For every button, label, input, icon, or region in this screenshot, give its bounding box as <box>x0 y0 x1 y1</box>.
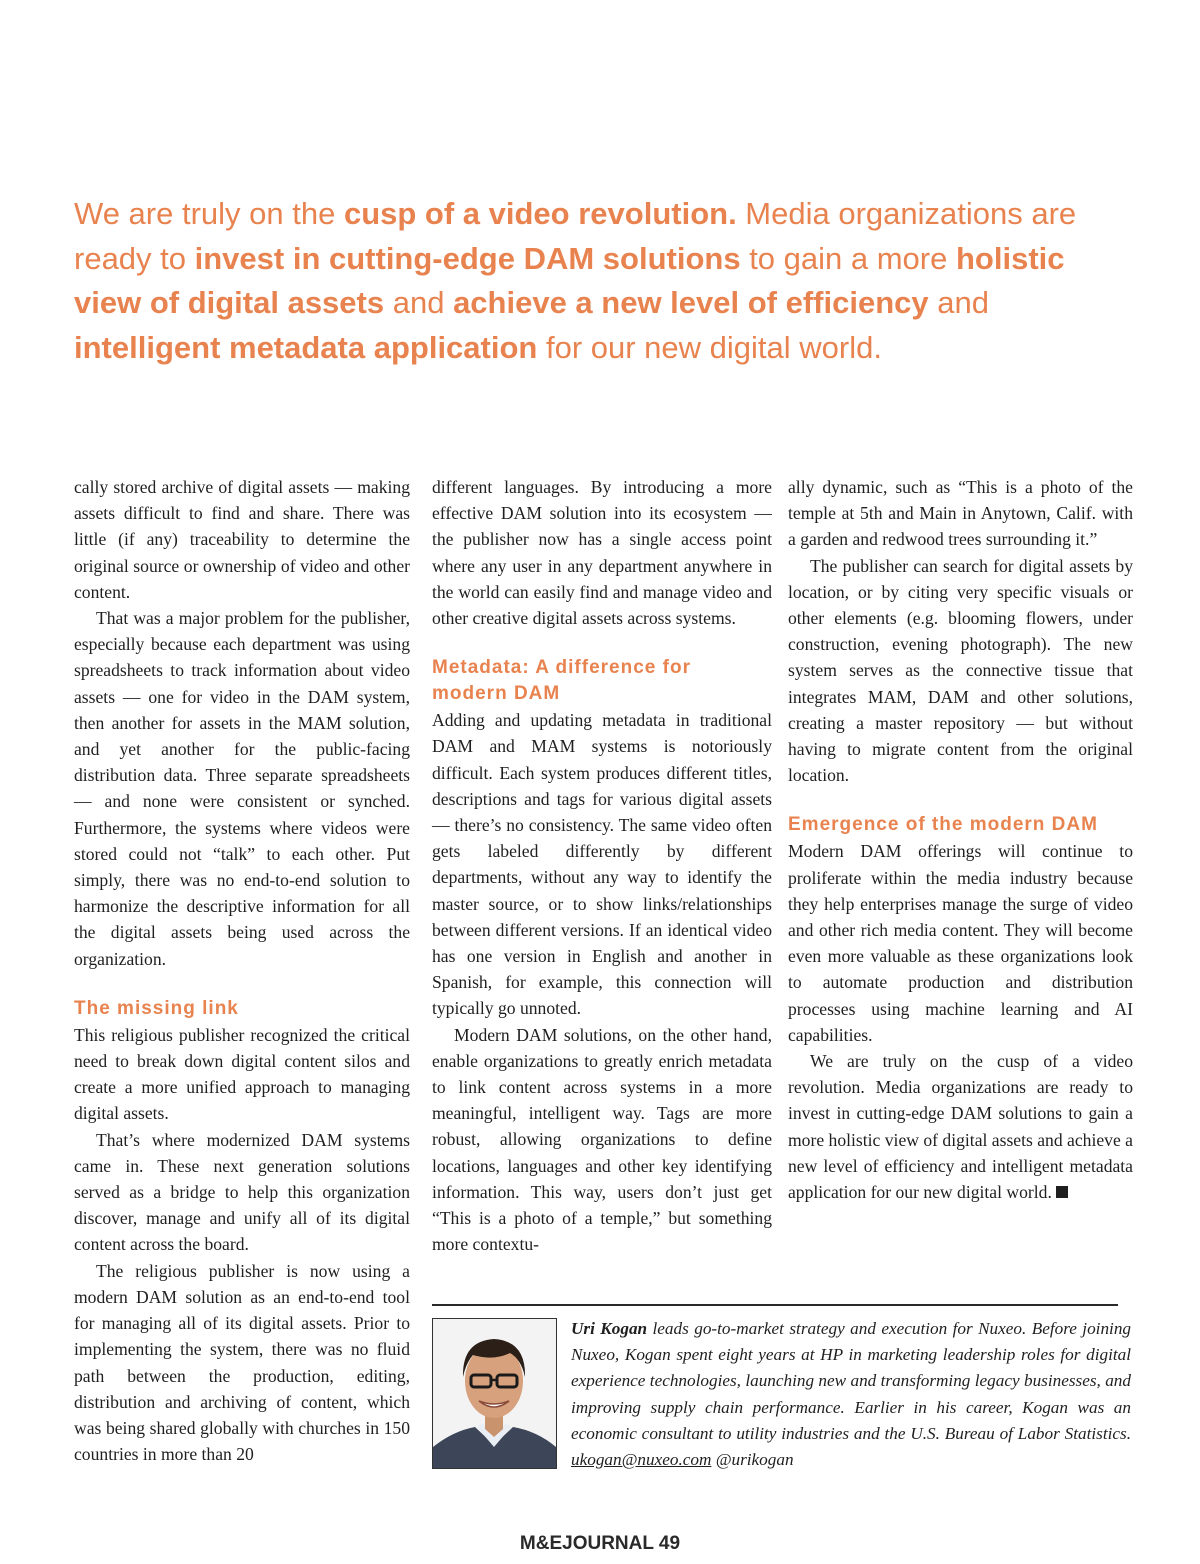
section-heading: Emergence of the modern DAM <box>788 814 1098 836</box>
paragraph <box>788 1048 1133 1205</box>
paragraph: The publisher can search for digital assets by location, or by citing very specific visuals or other elements (e.g. blooming flowers, under construction, evening photograph). The new system serves as the connective tissue that integrates MAM, DAM and other solutions, creating a master repository — but without having to migrate content from the original location. <box>788 555 1133 786</box>
pull-quote-emphasis: cusp of a video revolution. <box>343 196 737 231</box>
pull-quote <box>74 192 1124 370</box>
page-number: 49 <box>658 1533 681 1554</box>
paragraph: That’s where modernized DAM systems came in. These next generation solutions served as a bridge to help this organization discover, manage and unify all of its digital content across the board. <box>74 1129 410 1255</box>
author-name: Uri Kogan <box>571 1319 648 1338</box>
paragraph: different languages. By introducing a more effective DAM solution into its ecosystem — the publisher now has a single access point where any user in any department anywhere in the world can easily find and manage video and other creative digital assets across systems. <box>432 477 772 629</box>
column-3 <box>788 474 1133 1205</box>
pull-quote-text: for our new digital world. <box>537 329 882 365</box>
column-1 <box>74 474 410 1467</box>
paragraph: This religious publisher recognized the critical need to break down digital content silos and create a more unified approach to managing digital assets. <box>74 1024 410 1124</box>
paragraph: The religious publisher is now using a modern DAM solution as an end-to-end tool for managing all of its digital assets. Prior to implementing the system, there was no fluid path between the production, editing, distribution and archiving of content, which was being shared globally with churches in 150 countries in more than 20 <box>74 1260 410 1465</box>
column-2 <box>432 474 772 1257</box>
bio-text: leads go-to-market strategy and execution for Nuxeo. Before joining Nuxeo, Kogan spent eight years at HP in marketing leadership roles for digital experience technologies, launching new and transforming legacy businesses, and improving supply chain performance. Earlier in his career, Kogan was an economic consultant to utility industries and the U.S. Bureau of Labor Statistics. <box>571 1319 1132 1443</box>
journal-name: M&EJOURNAL <box>519 1533 654 1554</box>
pull-quote-emphasis: intelligent metadata application <box>74 329 538 365</box>
pull-quote-text: and <box>384 285 454 320</box>
author-photo <box>432 1318 557 1469</box>
paragraph: Modern DAM solutions, on the other hand, enable organizations to greatly enrich metadata to link content across systems in a more meaningful, intelligent way. Tags are more robust, allowing organizations to define locations, languages and other key identifying information. This way, users don’t just get “This is a photo of a temple,” but something more contextu- <box>432 1024 772 1255</box>
page-footer <box>0 1533 1200 1555</box>
divider <box>432 1304 1118 1306</box>
section-heading: The missing link <box>74 997 239 1019</box>
section-heading: Metadata: A difference for modern DAM <box>432 657 691 705</box>
paragraph: ally dynamic, such as “This is a photo of the temple at 5th and Main in Anytown, Calif. with a garden and redwood trees surrounding it.” <box>788 477 1133 550</box>
paragraph-text: We are truly on the cusp of a video revolution. Media organizations are ready to invest in cutting-edge DAM solutions to gain a more holistic view of digital assets and achieve a new level of efficiency and intelligent metadata application for our new digital world. <box>788 1051 1133 1203</box>
paragraph: That was a major problem for the publisher, especially because each department was using spreadsheets to track information about video assets — one for video in the DAM system, then another for assets in the MAM solution, and yet another for the public-facing distribution data. Three separate spreadsheets — and none were consistent or synched. Furthermore, the systems where videos were stored could not “talk” to each other. Put simply, there was no end-to-end solution to harmonize the descriptive information for all the digital assets being used across the organization. <box>74 608 410 969</box>
pull-quote-emphasis: invest in cutting-edge DAM solutions <box>194 240 741 276</box>
paragraph: cally stored archive of digital assets — making assets difficult to find and share. There was little (if any) traceability to determine the original source or ownership of video and other content. <box>74 477 410 602</box>
author-bio <box>571 1316 1131 1473</box>
pull-quote-text: We are truly on the <box>74 196 344 231</box>
paragraph: Modern DAM offerings will continue to proliferate within the media industry because they help enterprises manage the surge of video and other rich media content. They will become even more valuable as these organizations look to automate production and distribution processes using machine learning and AI capabilities. <box>788 841 1133 1045</box>
pull-quote-text: Media organizations are ready to <box>74 196 1077 276</box>
end-mark-icon <box>1056 1186 1068 1198</box>
pull-quote-emphasis: achieve a new level of efficiency <box>453 285 929 320</box>
pull-quote-text: and <box>928 285 989 320</box>
author-email-link[interactable]: ukogan@nuxeo.com <box>571 1450 712 1470</box>
paragraph: Adding and updating metadata in traditional DAM and MAM systems is notoriously difficult. Each system produces different titles, descriptions and tags for various digital assets — there’s no consistency. The same video often gets labeled differently by different departments, without any way to identify the master source, or to show links/relationships between different versions. If an identical video has one version in English and another in Spanish, for example, this connection will typically go unnoted. <box>432 710 772 1019</box>
pull-quote-text: to gain a more <box>740 240 956 276</box>
author-handle: @urikogan <box>711 1450 794 1470</box>
pull-quote-emphasis: holistic view of digital assets <box>74 240 1065 320</box>
